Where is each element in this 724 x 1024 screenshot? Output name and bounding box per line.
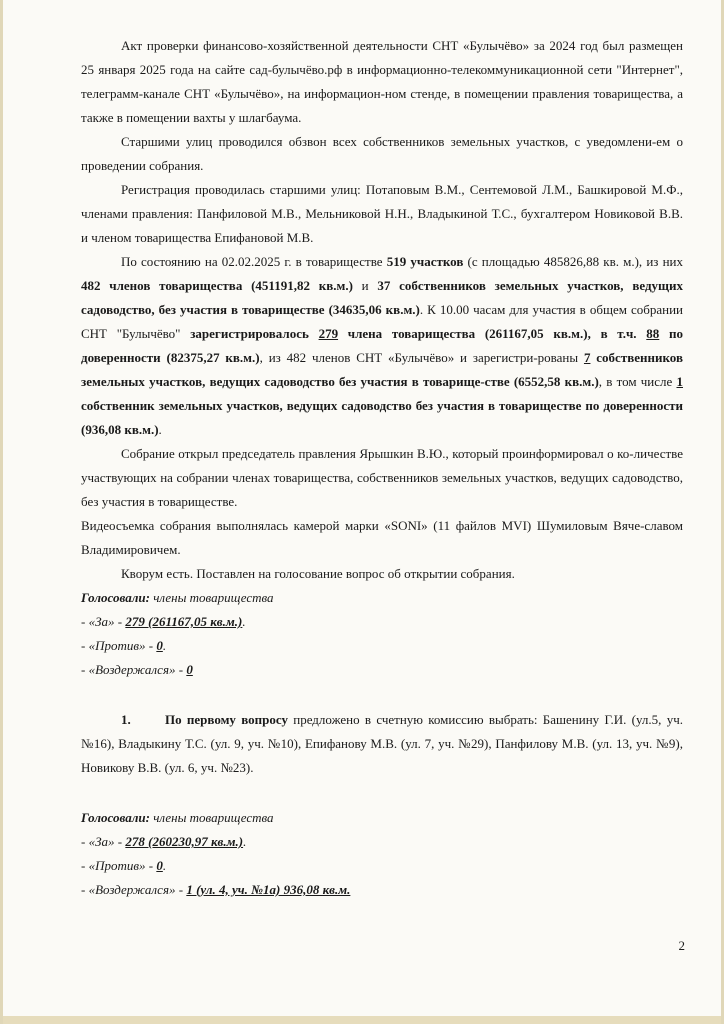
vote-heading: Голосовали: члены товарищества (81, 810, 274, 825)
paragraph-audit-publication: Акт проверки финансово-хозяйственной деятельности СНТ «Булычёво» за 2024 год был размещен 25 января 2025 года на сайте сад-булычёво.рф в информационно-телекоммуникационной сети "Интернет", телеграмм-канале СНТ «Булычёво», на информацион-ном стенде, в помещении правления товарищества, а также в помещении вахты у шлагбаума. (81, 38, 683, 125)
document-body (81, 34, 683, 902)
paragraph-registration: Регистрация проводилась старшими улиц: Потаповым В.М., Сентемовой Л.М., Башкировой М.Ф., членами правления: Панфиловой М.В., Мельниковой Н.Н., Владыкиной Т.С., бухгалтером Новиковой В.В. и членом товарищества Епифановой М.В. (81, 182, 683, 245)
vote-against: - «Против» - 0. (81, 638, 167, 653)
question-1: 1. По первому вопросу предложено в счетную комиссию выбрать: Башенину Г.И. (ул.5, уч. №16), Владыкину Т.С. (ул. 9, уч. №10), Епифанову М.В. (ул. 7, уч. №29), Панфилову М.В. (ул. 13, уч. №9), Новикову В.В. (ул. 6, уч. №23). (81, 712, 683, 775)
vote-block-opening (81, 586, 683, 682)
paragraph-meeting-opened: Собрание открыл председатель правления Ярышкин В.Ю., который проинформировал о ко-личестве участвующих на собрании членах товарищества, собственников земельных участков, ведущих садоводство, без участия в товариществе. (81, 446, 683, 509)
vote-abstain: - «Воздержался» - 0 (81, 662, 193, 677)
paragraph-video-recording: Видеосъемка собрания выполнялась камерой марки «SONI» (11 файлов MVI) Шумиловым Вяче-славом Владимировичем. (81, 518, 683, 557)
vote-block-question-1 (81, 806, 683, 902)
vote-for: - «За» - 278 (260230,97 кв.м.). (81, 834, 247, 849)
paragraph-notification: Старшими улиц проводился обзвон всех собственников земельных участков, с уведомлени-ем о проведении собрания. (81, 134, 683, 173)
vote-heading: Голосовали: члены товарищества (81, 590, 274, 605)
paragraph-quorum: Кворум есть. Поставлен на голосование вопрос об открытии собрания. (121, 566, 515, 581)
vote-against: - «Против» - 0. (81, 858, 167, 873)
page-bottom-edge (3, 1016, 721, 1024)
vote-abstain: - «Воздержался» - 1 (ул. 4, уч. №1а) 936,08 кв.м. (81, 882, 351, 897)
paragraph-participation-stats: По состоянию на 02.02.2025 г. в товариществе 519 участков (с площадью 485826,88 кв. м.), из них 482 членов товарищества (451191,82 кв.м.) и 37 собственников земельных участков, ведущих садоводство, без участия в товариществе (34635,06 кв.м.). К 10.00 часам для участия в общем собрании СНТ "Булычёво" зарегистрировалось 279 члена товарищества (261167,05 кв.м.), в т.ч. 88 по доверенности (82375,27 кв.м.), из 482 членов СНТ «Булычёво» и зарегистри-рованы 7 собственников земельных участков, ведущих садоводство без участия в товарище-стве (6552,58 кв.м.), в том числе 1 собственник земельных участков, ведущих садоводство без участия в товариществе по доверенности (936,08 кв.м.). (81, 254, 684, 437)
page-number: 2 (678, 938, 685, 953)
vote-for: - «За» - 279 (261167,05 кв.м.). (81, 614, 246, 629)
